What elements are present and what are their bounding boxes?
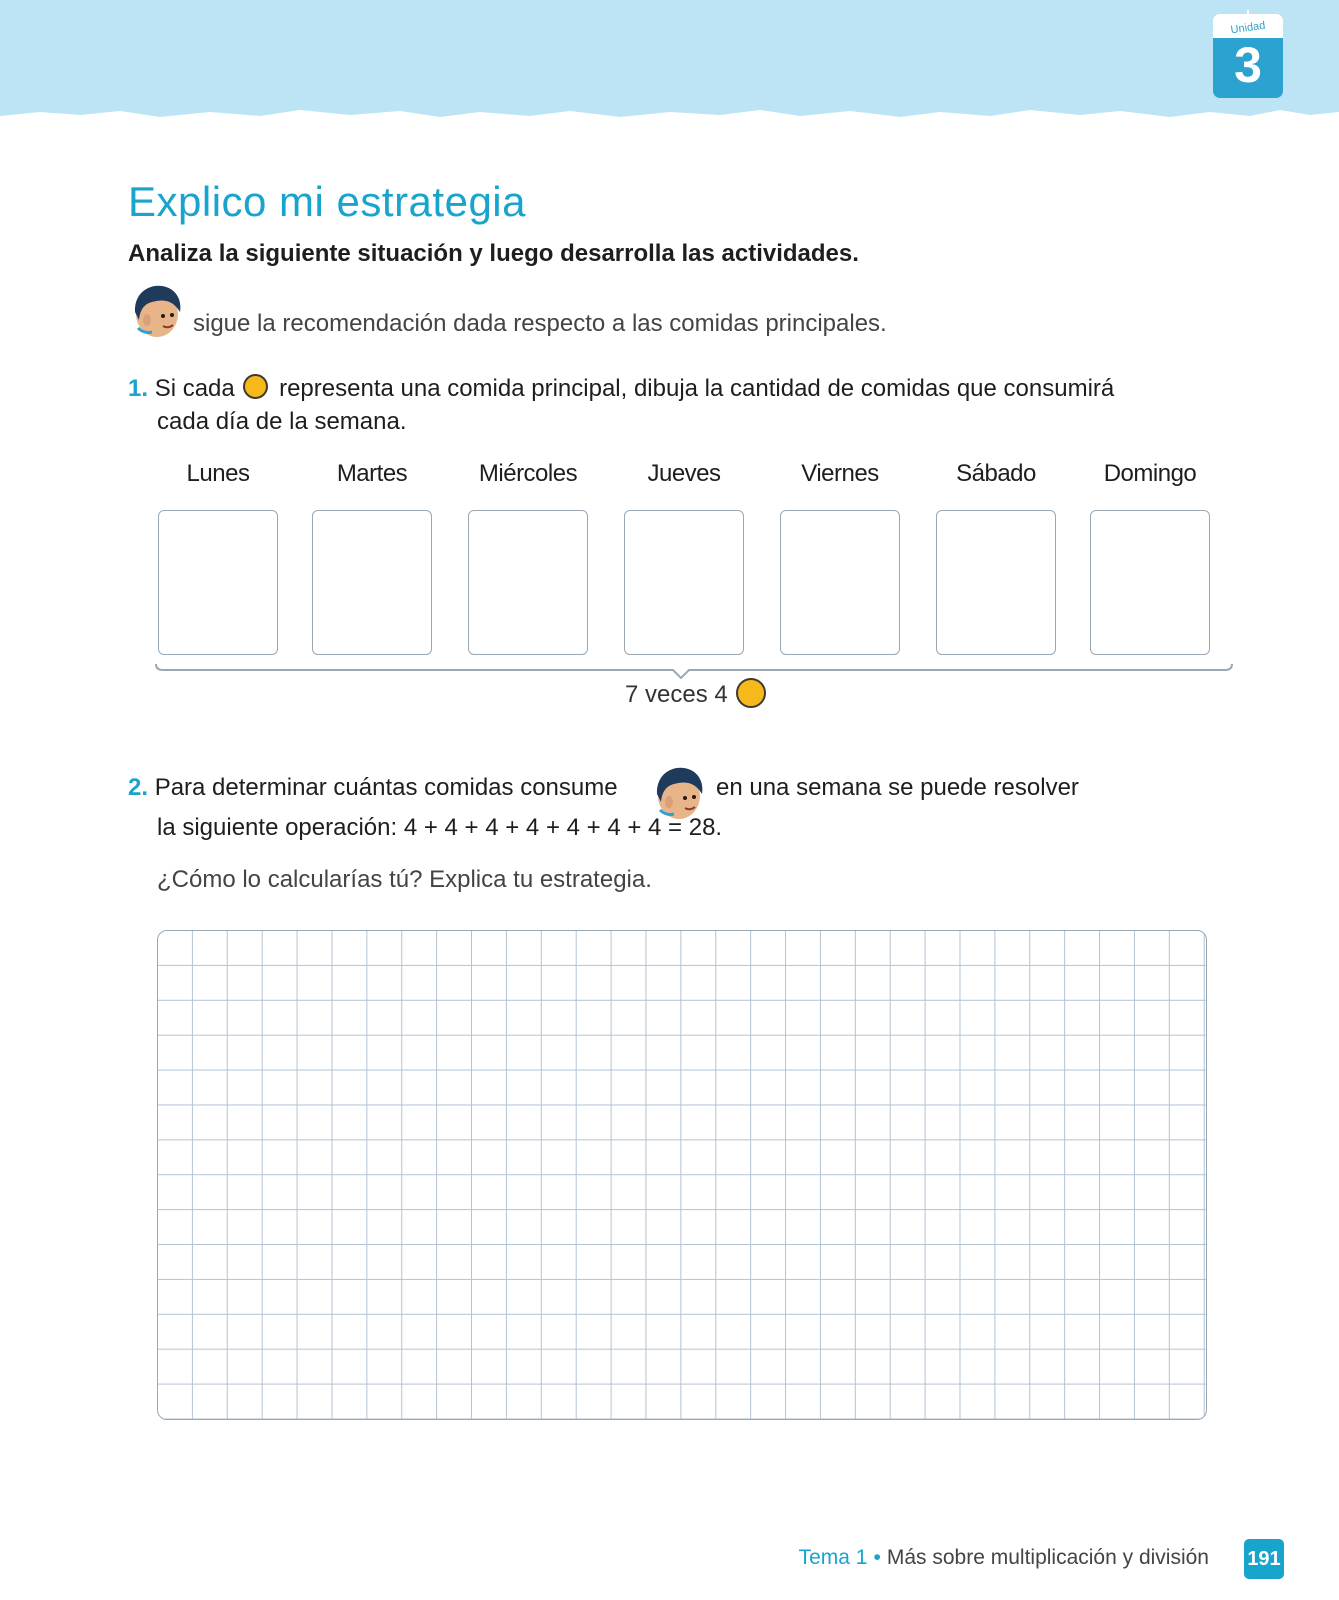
day-label: Domingo	[1103, 460, 1197, 487]
question-1-text-after: representa una comida principal, dibuja la cantidad de comidas que consumirá	[279, 375, 1115, 402]
day-column-domingo	[1090, 460, 1210, 488]
child-avatar-icon	[130, 282, 186, 342]
day-column-viernes	[780, 460, 900, 488]
day-drawing-box[interactable]	[624, 510, 744, 655]
answer-grid[interactable]	[157, 930, 1207, 1420]
day-column-jueves	[624, 460, 744, 488]
unit-number: 3	[1234, 37, 1262, 93]
day-column-miercoles	[468, 460, 588, 488]
day-drawing-box[interactable]	[158, 510, 278, 655]
question-1-number: 1.	[128, 375, 149, 402]
day-column-martes	[312, 460, 432, 488]
question-1-text-before: Si cada	[154, 375, 235, 402]
day-drawing-box[interactable]	[312, 510, 432, 655]
day-drawing-box[interactable]	[936, 510, 1056, 655]
unit-tab	[1212, 10, 1284, 100]
brace-caption-text: 7 veces 4	[625, 681, 728, 708]
question-2-operation: la siguiente operación: 4 + 4 + 4 + 4 + 4 + 4 + 4 = 28.	[157, 814, 723, 841]
footer-subject: Más sobre multiplicación y división	[886, 1546, 1209, 1569]
page-number: 191	[1244, 1539, 1284, 1579]
intro-text: sigue la recomendación dada respecto a las comidas principales.	[193, 310, 887, 337]
section-title: Explico mi estrategia	[128, 178, 526, 225]
question-1	[128, 372, 1188, 438]
brace-caption	[625, 678, 766, 709]
day-drawing-box[interactable]	[1090, 510, 1210, 655]
day-label: Viernes	[801, 460, 879, 487]
footer-topic: Tema 1	[798, 1546, 868, 1569]
day-column-lunes	[158, 460, 278, 488]
orange-circle-icon	[243, 374, 268, 399]
question-2-prompt: ¿Cómo lo calcularías tú? Explica tu estrategia.	[157, 866, 652, 893]
day-label: Sábado	[956, 460, 1036, 487]
question-2-text-before: Para determinar cuántas comidas consume	[154, 774, 618, 801]
day-label: Jueves	[647, 460, 721, 487]
day-drawing-box[interactable]	[468, 510, 588, 655]
unit-label: Unidad	[1229, 19, 1267, 37]
day-label: Martes	[336, 460, 408, 487]
header-band	[0, 0, 1339, 130]
days-of-week	[158, 460, 1228, 650]
question-2-line1	[128, 774, 618, 802]
day-column-sabado	[936, 460, 1056, 488]
instructions-text: Analiza la siguiente situación y luego desarrolla las actividades.	[128, 240, 859, 267]
footer	[799, 1546, 1209, 1570]
question-1-text-line2: cada día de la semana.	[157, 408, 407, 435]
footer-separator: •	[873, 1546, 881, 1569]
orange-circle-icon	[736, 678, 766, 708]
question-2-number: 2.	[128, 774, 149, 801]
day-drawing-box[interactable]	[780, 510, 900, 655]
question-2-text-after: en una semana se puede resolver	[716, 774, 1079, 801]
day-label: Miércoles	[478, 460, 578, 487]
day-label: Lunes	[186, 460, 250, 487]
